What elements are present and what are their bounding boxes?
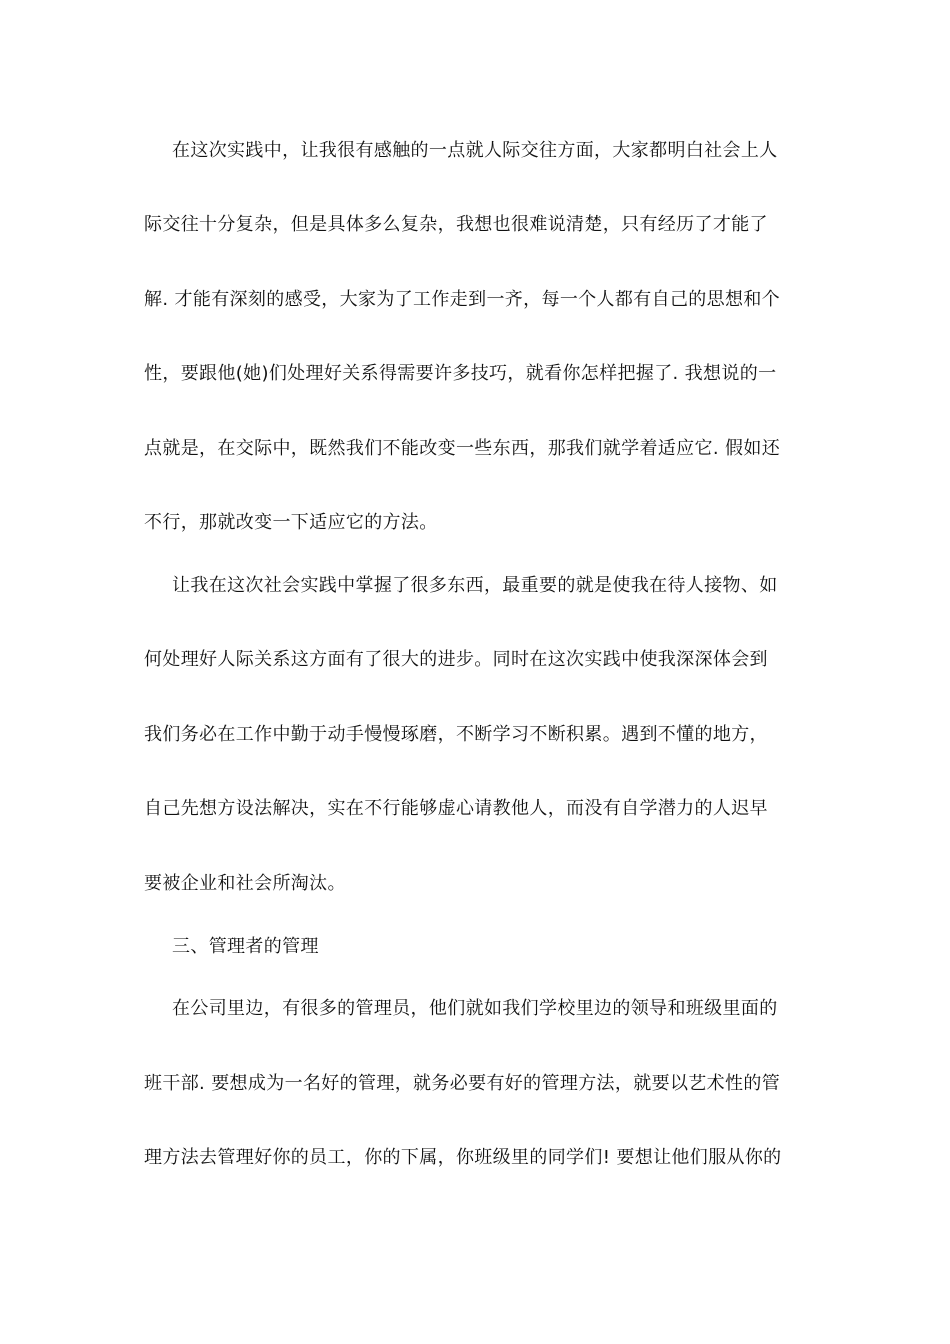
text-line: 际交往十分复杂，但是具体多么复杂，我想也很难说清楚，只有经历了才能了: [144, 214, 768, 235]
section-heading: 三、管理者的管理: [172, 936, 319, 957]
text-line: 点就是，在交际中，既然我们不能改变一些东西，那我们就学着适应它. 假如还: [144, 438, 781, 459]
text-line: 自己先想方设法解决，实在不行能够虚心请教他人，而没有自学潜力的人迟早: [144, 798, 768, 819]
text-line: 要被企业和社会所淘汰。: [144, 873, 346, 894]
text-line: 不行，那就改变一下适应它的方法。: [144, 512, 438, 533]
text-line: 在这次实践中，让我很有感触的一点就人际交往方面，大家都明白社会上人: [172, 140, 778, 161]
text-line: 让我在这次社会实践中掌握了很多东西，最重要的就是使我在待人接物、如: [172, 575, 778, 596]
text-line: 理方法去管理好你的员工，你的下属，你班级里的同学们! 要想让他们服从你的: [144, 1147, 782, 1168]
text-line: 何处理好人际关系这方面有了很大的进步。同时在这次实践中使我深深体会到: [144, 649, 768, 670]
text-line: 在公司里边，有很多的管理员，他们就如我们学校里边的领导和班级里面的: [172, 998, 778, 1019]
text-line: 性，要跟他(她)们处理好关系得需要许多技巧，就看你怎样把握了. 我想说的一: [144, 363, 777, 384]
text-line: 我们务必在工作中勤于动手慢慢琢磨，不断学习不断积累。遇到不懂的地方，: [144, 724, 768, 745]
text-line: 解. 才能有深刻的感受，大家为了工作走到一齐，每一个人都有自己的思想和个: [144, 289, 781, 310]
text-line: 班干部. 要想成为一名好的管理，就务必要有好的管理方法，就要以艺术性的管: [144, 1073, 781, 1094]
